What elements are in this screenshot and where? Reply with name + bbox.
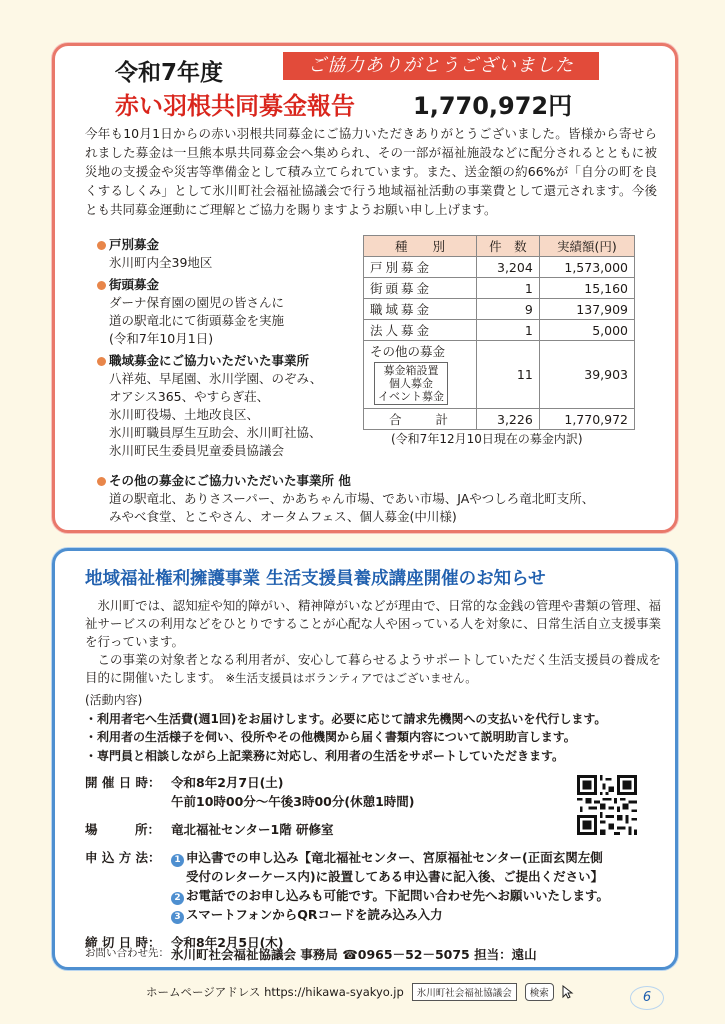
table-note: (令和7年12月10日現在の募金内訳) — [391, 432, 583, 446]
table-cell: 1 — [477, 278, 540, 299]
notice-volunteer-note: ※生活支援員はボランティアではございません。 — [225, 671, 477, 685]
donation-table — [363, 235, 635, 430]
apply-item — [171, 867, 645, 886]
apply-text: スマートフォンからQRコードを読み込み入力 — [186, 907, 443, 922]
deadline-value: 令和8年2月5日(木) — [171, 935, 284, 950]
table-cell: 3,226 — [477, 409, 540, 430]
notice-intro — [85, 597, 661, 687]
activities — [85, 691, 665, 765]
table-cell: 法人募金 — [364, 320, 477, 341]
table-cell: 5,000 — [539, 320, 634, 341]
apply-text: 申込書での申し込み【竜北福祉センター、宮原福祉センター(正面玄関左側 — [186, 850, 603, 865]
course-notice-box — [52, 548, 678, 970]
qr-code-icon[interactable] — [577, 775, 637, 835]
section-line: オアシス365、やすらぎ荘、 — [109, 389, 270, 404]
table-cell: 11 — [477, 341, 540, 409]
table-cell: 3,204 — [477, 257, 540, 278]
cursor-icon — [562, 985, 574, 999]
section-head: 街頭募金 — [97, 276, 367, 294]
section-line: (令和7年10月1日) — [109, 331, 214, 346]
notice-intro-paragraph — [85, 651, 661, 687]
notice-intro-text: この事業の対象者となる利用者が、安心して暮らせるようサポートしていただく生活支援員の養成を目的に開催いたします。 — [85, 652, 661, 685]
contact-value: 氷川町社会福祉協議会 事務局 ☎0965－52－5075 担当：遠山 — [171, 947, 537, 962]
deadline-label: 締 切 日 時： — [85, 935, 161, 950]
date-row — [85, 773, 645, 811]
table-cell: 1,573,000 — [539, 257, 634, 278]
table-cell: 1,770,972 — [539, 409, 634, 430]
thanks-banner: ご協力ありがとうございました — [283, 52, 599, 80]
section-head: 戸別募金 — [97, 236, 367, 254]
apply-value — [171, 848, 645, 924]
apply-row — [85, 848, 645, 924]
apply-item — [171, 848, 645, 867]
notice-intro-paragraph: 氷川町では、認知症や知的障がい、精神障がいなどが理由で、日常的な金銭の管理や書類の管理、福祉サービスの利用などをひとりですることが心配な人や困っている人を対象に、日常生活自立支援事業を行っています。 — [85, 598, 661, 649]
section-line: 道の駅竜北、ありさスーパー、かあちゃん市場、であい市場、JAやつしろ竜北町支所、 — [109, 491, 595, 506]
activity-item: ・利用者の生活様子を伺い、役所やその他機関から届く書類内容について説明助言します。 — [85, 730, 576, 744]
table-cell: 1 — [477, 320, 540, 341]
number-badge: 3 — [171, 911, 184, 924]
table-header: 種 別 — [364, 236, 477, 257]
apply-text: 受付のレターケース内)に設置してある申込書に記入後、ご提出ください】 — [186, 869, 604, 884]
table-cell: 職域募金 — [364, 299, 477, 320]
date-line: 令和8年2月7日(土) — [171, 775, 284, 790]
other-sub-item: 個人募金 — [389, 377, 433, 390]
apply-item — [171, 905, 645, 924]
section-line: 氷川町役場、土地改良区、 — [109, 407, 260, 422]
activity-item: ・利用者宅へ生活費(週1回)をお届けします。必要に応じて請求先機関への支払いを代行します。 — [85, 711, 607, 726]
section-line: 氷川町内全39地区 — [109, 255, 213, 270]
table-row — [364, 299, 635, 320]
number-badge: 2 — [171, 892, 184, 905]
section-line: 氷川町職員厚生互助会、氷川町社協、 — [109, 425, 322, 440]
footer — [146, 983, 574, 1001]
section-line: 道の駅竜北にて街頭募金を実施 — [109, 313, 285, 328]
apply-label: 申 込 方 法： — [85, 850, 161, 865]
apply-item — [171, 886, 645, 905]
search-button[interactable]: 検索 — [525, 983, 554, 1001]
report-intro: 今年も10月1日からの赤い羽根共同募金にご協力いただきありがとうございました。皆様から寄せられました募金は一旦熊本県共同募金会へ集められ、その一部が福祉施設などに配分されるとともに被災地の支援金や災害等準備金として積み立てられています。また、送金額の約66%が「自分の町を良くするしくみ」として氷川町社会福祉協議会で行う地域福祉活動の事業費として還元されます。今後とも共同募金運動にご理解とご協力を賜りますようお願い申し上げます。 — [85, 126, 657, 217]
table-cell — [364, 341, 477, 409]
report-year: 令和7年度 — [115, 60, 224, 86]
table-row — [364, 257, 635, 278]
other-label: その他の募金 — [370, 344, 446, 359]
date-line: 午前10時00分～午後3時00分(休憩1時間) — [171, 794, 415, 809]
table-cell: 合 計 — [364, 409, 477, 430]
apply-text: お電話でのお申し込みも可能です。下記問い合わせ先へお願いいたします。 — [186, 888, 610, 903]
table-cell: 戸別募金 — [364, 257, 477, 278]
section-body — [97, 490, 657, 526]
section-body — [97, 254, 367, 272]
other-sub-item: 募金箱設置 — [383, 364, 439, 377]
place-label: 場 所： — [85, 822, 161, 837]
table-row-total — [364, 409, 635, 430]
date-value — [171, 773, 645, 811]
activities-head: (活動内容) — [85, 693, 143, 707]
section-body — [97, 370, 367, 460]
report-title: 赤い羽根共同募金報告 — [115, 92, 355, 120]
page-number: 6 — [630, 986, 664, 1010]
section-line: みやべ食堂、とこやさん、オータムフェス、個人募金(中川様) — [109, 509, 457, 524]
section-line: ダーナ保育園の園児の皆さんに — [109, 295, 285, 310]
other-sub-item: イベント募金 — [378, 390, 444, 403]
activity-item: ・専門員と相談しながら上記業務に対応し、利用者の生活をサポートしていただきます。 — [85, 748, 565, 763]
place-row — [85, 820, 645, 839]
contact-label: お問い合わせ先： — [85, 947, 169, 959]
other-donors — [97, 472, 657, 530]
table-cell: 9 — [477, 299, 540, 320]
table-cell: 39,903 — [539, 341, 634, 409]
table-cell: 街頭募金 — [364, 278, 477, 299]
place-value: 竜北福祉センター1階 研修室 — [171, 822, 334, 837]
table-row-other — [364, 341, 635, 409]
org-search-box[interactable]: 氷川町社会福祉協議会 — [412, 983, 517, 1001]
notice-title: 地域福祉権利擁護事業 生活支援員養成講座開催のお知らせ — [85, 569, 546, 589]
table-cell: 15,160 — [539, 278, 634, 299]
table-cell: 137,909 — [539, 299, 634, 320]
table-row — [364, 278, 635, 299]
table-row — [364, 320, 635, 341]
section-head: その他の募金にご協力いただいた事業所 他 — [97, 472, 657, 490]
table-header-row — [364, 236, 635, 257]
other-sub-box — [374, 362, 448, 405]
number-badge: 1 — [171, 854, 184, 867]
date-label: 開 催 日 時： — [85, 775, 161, 790]
section-head: 職域募金にご協力いただいた事業所 — [97, 352, 367, 370]
donation-report-box — [52, 43, 678, 533]
contact-row — [85, 945, 665, 963]
section-line: 八祥苑、早尾園、氷川学園、のぞみ、 — [109, 371, 323, 386]
table-header: 件 数 — [477, 236, 540, 257]
donation-sections — [97, 236, 367, 464]
event-info — [85, 773, 645, 952]
section-body — [97, 294, 367, 348]
table-header: 実績額(円) — [539, 236, 634, 257]
homepage-address[interactable]: ホームページアドレス https://hikawa-syakyo.jp — [146, 985, 404, 999]
report-total-amount: 1,770,972円 — [413, 92, 573, 120]
section-line: 氷川町民生委員児童委員協議会 — [109, 443, 285, 458]
